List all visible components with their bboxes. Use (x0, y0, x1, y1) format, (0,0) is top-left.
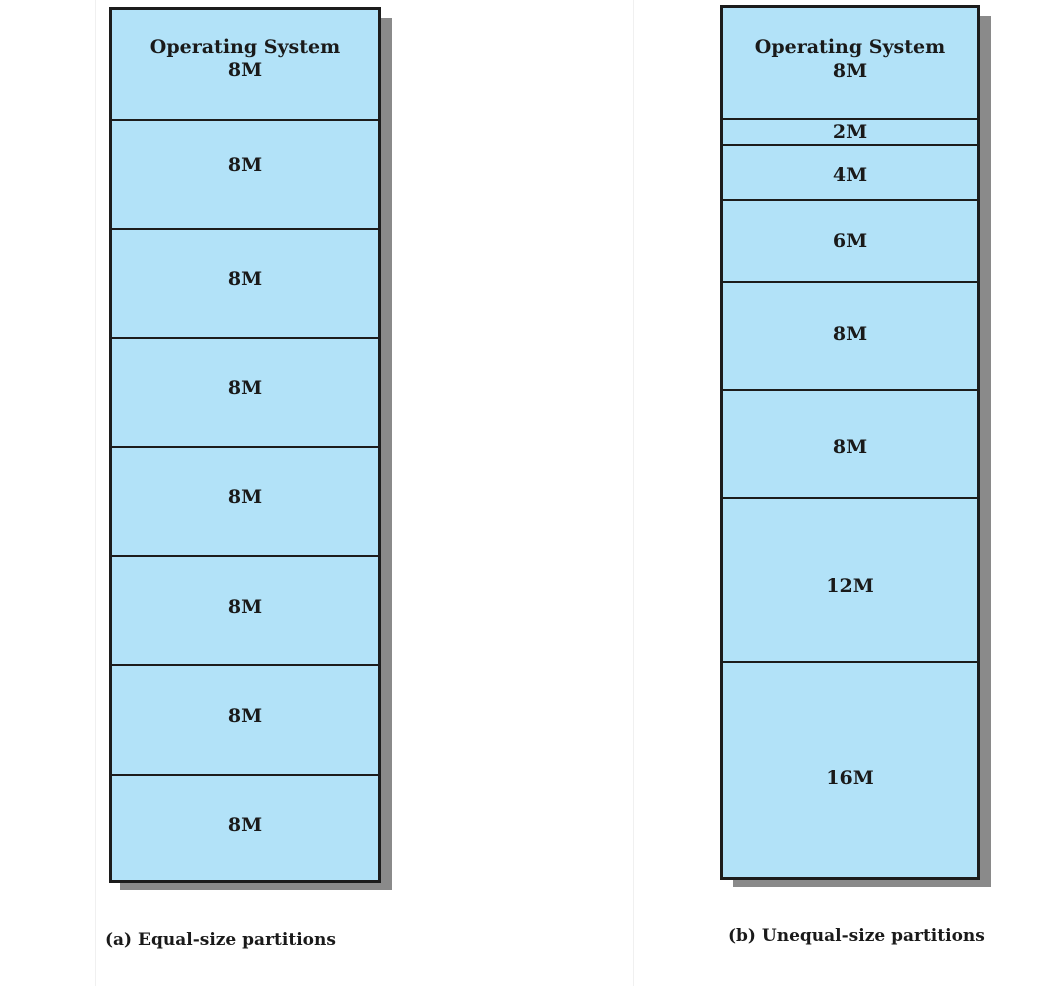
partition-label: Operating System (754, 36, 946, 58)
diagram-a-caption: (a) Equal-size partitions (105, 930, 336, 950)
partition-size: 8M (227, 814, 263, 836)
partition-size: 4M (832, 164, 868, 186)
diagram-b-column (720, 5, 980, 880)
partition (723, 661, 977, 877)
partition-label: Operating System (149, 36, 341, 58)
partition-size: 8M (227, 705, 263, 727)
partition-size: 8M (832, 323, 868, 345)
partition (723, 199, 977, 281)
partition-size: 2M (832, 121, 868, 143)
partition-size: 8M (227, 377, 263, 399)
partition (112, 446, 378, 555)
partition (112, 228, 378, 337)
partition (723, 118, 977, 144)
page-guide-mid (633, 0, 634, 986)
partition (112, 119, 378, 228)
partition (112, 664, 378, 774)
partition-size: 8M (832, 436, 868, 458)
partition (112, 337, 378, 446)
partition (112, 774, 378, 880)
partition-os (723, 8, 977, 118)
partition-size: 16M (826, 767, 874, 789)
partition (723, 389, 977, 497)
partition (723, 281, 977, 389)
partition (723, 497, 977, 661)
partition-size: 12M (826, 575, 874, 597)
diagram-a-column (109, 7, 381, 883)
partition-size: 8M (227, 596, 263, 618)
partition-size: 8M (227, 154, 263, 176)
partition (112, 555, 378, 664)
partition-size: 8M (227, 59, 263, 81)
diagram-b-caption: (b) Unequal-size partitions (728, 926, 985, 946)
partition-size: 6M (832, 230, 868, 252)
partition-size: 8M (227, 268, 263, 290)
partition-os (112, 10, 378, 119)
partition-size: 8M (227, 486, 263, 508)
partition-size: 8M (832, 60, 868, 82)
partition (723, 144, 977, 199)
page-guide-left (95, 0, 96, 986)
